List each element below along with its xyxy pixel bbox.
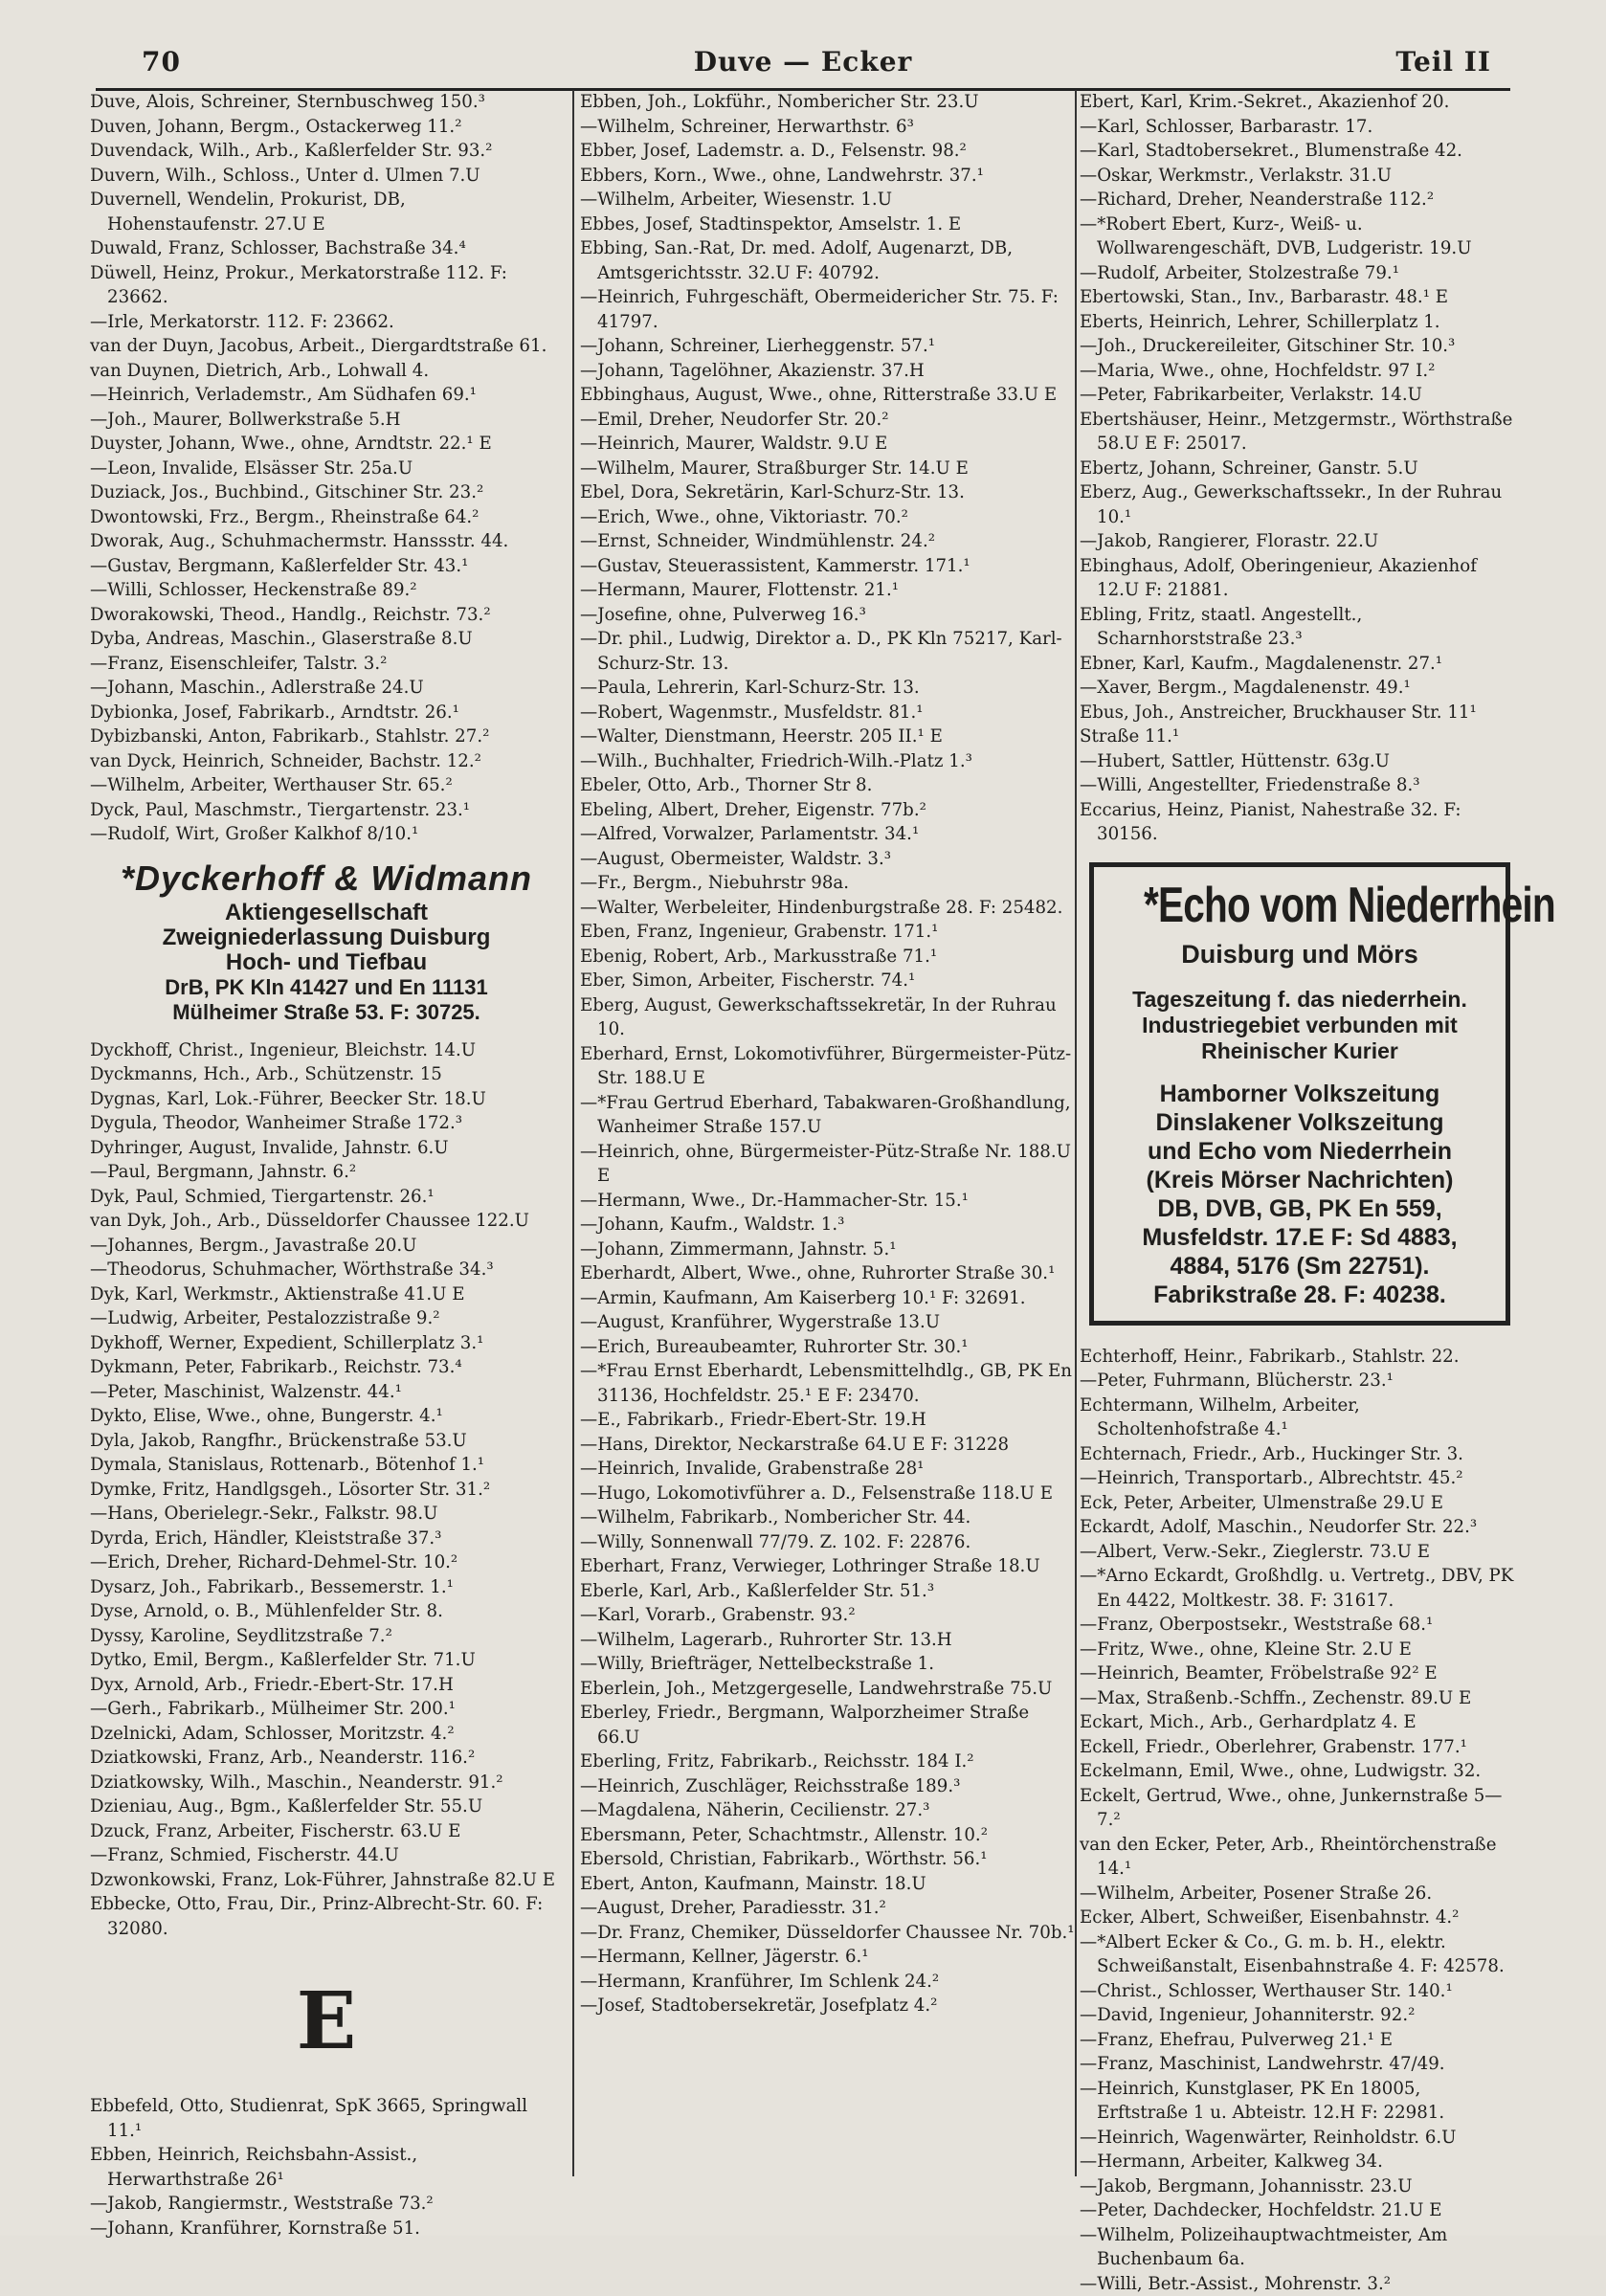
directory-entry: Ebbing, San.-Rat, Dr. med. Adolf, Augenarzt, DB, Amtsgerichtsstr. 32.U F: 40792. bbox=[580, 236, 1076, 285]
directory-entry: —Jakob, Rangiermstr., Weststraße 73.² bbox=[90, 2192, 563, 2217]
directory-entry: —Franz, Oberpostsekr., Weststraße 68.¹ bbox=[1080, 1613, 1516, 1638]
directory-entry: Eberling, Fritz, Fabrikarb., Reichsstr. 184 I.² bbox=[580, 1750, 1076, 1774]
directory-entry: Dyckhoff, Christ., Ingenieur, Bleichstr. 14.U bbox=[90, 1038, 563, 1063]
directory-entry: Dysarz, Joh., Fabrikarb., Bessemerstr. 1.¹ bbox=[90, 1575, 563, 1600]
directory-entry: Eckelt, Gertrud, Wwe., ohne, Junkernstraße 5—7.² bbox=[1080, 1784, 1516, 1833]
directory-entry: —Johann, Maschin., Adlerstraße 24.U bbox=[90, 676, 563, 701]
directory-entry: —Karl, Stadtobersekret., Blumenstraße 42. bbox=[1080, 139, 1516, 164]
column-rule-1 bbox=[572, 90, 574, 2176]
directory-entry: —Richard, Dreher, Neanderstraße 112.² bbox=[1080, 188, 1516, 212]
directory-entry: Dworak, Aug., Schuhmachermstr. Hanssstr. 44. bbox=[90, 529, 563, 554]
directory-entry: Eber, Simon, Arbeiter, Fischerstr. 74.¹ bbox=[580, 969, 1076, 993]
directory-entry: —Armin, Kaufmann, Am Kaiserberg 10.¹ F: 32691. bbox=[580, 1286, 1076, 1311]
directory-entry: Dyssy, Karoline, Seydlitzstraße 7.² bbox=[90, 1624, 563, 1649]
directory-entry: van der Duyn, Jacobus, Arbeit., Diergardtstraße 61. bbox=[90, 334, 563, 359]
column-3-entries-a bbox=[1080, 90, 1516, 847]
directory-entry: —Paul, Bergmann, Jahnstr. 6.² bbox=[90, 1160, 563, 1185]
directory-entry: Eberhard, Ernst, Lokomotivführer, Bürgermeister-Pütz-Str. 188.U E bbox=[580, 1042, 1076, 1091]
column-1 bbox=[90, 90, 563, 2197]
directory-entry: Dzieniau, Aug., Bgm., Kaßlerfelder Str. 55.U bbox=[90, 1794, 563, 1819]
directory-entry: —Hermann, Kranführer, Im Schlenk 24.² bbox=[580, 1970, 1076, 1995]
directory-entry: Ebner, Karl, Kaufm., Magdalenenstr. 27.¹ bbox=[1080, 652, 1516, 677]
directory-entry: Duvernell, Wendelin, Prokurist, DB, Hohenstaufenstr. 27.U E bbox=[90, 188, 563, 236]
directory-entry: —Hermann, Wwe., Dr.-Hammacher-Str. 15.¹ bbox=[580, 1189, 1076, 1214]
directory-entry: Eccarius, Heinz, Pianist, Nahestraße 32. F: 30156. bbox=[1080, 798, 1516, 847]
directory-entry: —Rudolf, Wirt, Großer Kalkhof 8/10.¹ bbox=[90, 822, 563, 847]
directory-entry: —Peter, Fabrikarbeiter, Verlakstr. 14.U bbox=[1080, 383, 1516, 408]
directory-entry: —Albert, Verw.-Sekr., Zieglerstr. 73.U E bbox=[1080, 1540, 1516, 1565]
directory-entry: —Heinrich, Kunstglaser, PK En 18005, Erftstraße 1 u. Abteistr. 12.H F: 22981. bbox=[1080, 2077, 1516, 2126]
ad-line: (Kreis Mörser Nachrichten) bbox=[1100, 1166, 1500, 1194]
directory-entry: Ebertowski, Stan., Inv., Barbarastr. 48.¹ E bbox=[1080, 285, 1516, 310]
directory-entry: —Maria, Wwe., ohne, Hochfeldstr. 97 I.² bbox=[1080, 359, 1516, 384]
directory-entry: Eberlein, Joh., Metzgergeselle, Landwehrstraße 75.U bbox=[580, 1677, 1076, 1702]
directory-entry: —Joh., Druckereileiter, Gitschiner Str. 10.³ bbox=[1080, 334, 1516, 359]
directory-entry: —Heinrich, Fuhrgeschäft, Obermeidericher Str. 75. F: 41797. bbox=[580, 285, 1076, 334]
directory-entry: Eberley, Friedr., Bergmann, Walporzheimer Straße 66.U bbox=[580, 1701, 1076, 1750]
directory-entry: —Heinrich, Zuschläger, Reichsstraße 189.³ bbox=[580, 1774, 1076, 1799]
directory-entry: Ebbes, Josef, Stadtinspektor, Amselstr. 1. E bbox=[580, 212, 1076, 237]
ad-line: und Echo vom Niederrhein bbox=[1100, 1137, 1500, 1166]
ad-newspaper-title: *Echo vom Niederrhein bbox=[1144, 877, 1456, 934]
directory-entry: —Heinrich, Transportarb., Albrechtstr. 45.² bbox=[1080, 1466, 1516, 1491]
ad-line: 4884, 5176 (Sm 22751). bbox=[1100, 1252, 1500, 1281]
directory-entry: Eberle, Karl, Arb., Kaßlerfelder Str. 51.³ bbox=[580, 1579, 1076, 1604]
directory-entry: —Hugo, Lokomotivführer a. D., Felsenstraße 118.U E bbox=[580, 1482, 1076, 1506]
directory-entry: —Dr. Franz, Chemiker, Düsseldorfer Chaussee Nr. 70b.¹ bbox=[580, 1921, 1076, 1946]
directory-entry: —Franz, Schmied, Fischerstr. 44.U bbox=[90, 1843, 563, 1868]
directory-entry: —Hermann, Arbeiter, Kalkweg 34. bbox=[1080, 2150, 1516, 2174]
directory-entry: —Johannes, Bergm., Javastraße 20.U bbox=[90, 1234, 563, 1259]
directory-entry: —Johann, Tagelöhner, Akazienstr. 37.H bbox=[580, 359, 1076, 384]
directory-entry: —Heinrich, ohne, Bürgermeister-Pütz-Straße Nr. 188.U E bbox=[580, 1140, 1076, 1189]
ad-subtitle: Duisburg und Mörs bbox=[1100, 940, 1500, 970]
directory-entry: Ebert, Anton, Kaufmann, Mainstr. 18.U bbox=[580, 1872, 1076, 1897]
ad-company-name: *Dyckerhoff & Widmann bbox=[90, 858, 563, 899]
directory-entry: Ebbinghaus, August, Wwe., ohne, Ritterstraße 33.U E bbox=[580, 383, 1076, 408]
page-number: 70 bbox=[142, 46, 181, 78]
directory-entry: Ebben, Heinrich, Reichsbahn-Assist., Herwarthstraße 26¹ bbox=[90, 2143, 563, 2192]
directory-entry: Eben, Franz, Ingenieur, Grabenstr. 171.¹ bbox=[580, 920, 1076, 945]
directory-entry: —Wilhelm, Arbeiter, Posener Straße 26. bbox=[1080, 1882, 1516, 1906]
directory-entry: —Paula, Lehrerin, Karl-Schurz-Str. 13. bbox=[580, 676, 1076, 701]
directory-entry: —*Frau Ernst Eberhardt, Lebensmittelhdlg., GB, PK En 31136, Hochfeldstr. 25.¹ E F: 23470. bbox=[580, 1359, 1076, 1408]
directory-entry: —*Robert Ebert, Kurz-, Weiß- u. Wollwarengeschäft, DVB, Ludgeristr. 19.U bbox=[1080, 212, 1516, 261]
directory-entry: —Willi, Schlosser, Heckenstraße 89.² bbox=[90, 578, 563, 603]
directory-entry: Echternach, Friedr., Arb., Huckinger Str. 3. bbox=[1080, 1442, 1516, 1467]
column-1-entries-b bbox=[90, 1038, 563, 1942]
directory-entry: —Magdalena, Näherin, Cecilienstr. 27.³ bbox=[580, 1798, 1076, 1823]
directory-entry: Ebeler, Otto, Arb., Thorner Str 8. bbox=[580, 773, 1076, 798]
ad-line: Hamborner Volkszeitung bbox=[1100, 1080, 1500, 1108]
directory-entry: —Theodorus, Schuhmacher, Wörthstraße 34.³ bbox=[90, 1258, 563, 1282]
directory-entry: —Peter, Maschinist, Walzenstr. 44.¹ bbox=[90, 1380, 563, 1405]
directory-entry: —Johann, Kaufm., Waldstr. 1.³ bbox=[580, 1213, 1076, 1237]
directory-entry: —Wilh., Buchhalter, Friedrich-Wilh.-Platz 1.³ bbox=[580, 749, 1076, 774]
directory-entry: Dzelnicki, Adam, Schlosser, Moritzstr. 4.² bbox=[90, 1722, 563, 1747]
directory-entry: —Heinrich, Beamter, Fröbelstraße 92² E bbox=[1080, 1661, 1516, 1686]
ad-line: Rheinischer Kurier bbox=[1100, 1038, 1500, 1064]
directory-entry: Dygnas, Karl, Lok.-Führer, Beecker Str. 18.U bbox=[90, 1087, 563, 1112]
directory-entry: Dybionka, Josef, Fabrikarb., Arndtstr. 26.¹ bbox=[90, 701, 563, 725]
directory-entry: —August, Dreher, Paradiesstr. 31.² bbox=[580, 1896, 1076, 1921]
directory-entry: Duven, Johann, Bergm., Ostackerweg 11.² bbox=[90, 115, 563, 140]
directory-entry: Ebersold, Christian, Fabrikarb., Wörthstr. 56.¹ bbox=[580, 1847, 1076, 1872]
ad-line: Aktiengesellschaft bbox=[90, 901, 563, 925]
directory-entry: —Johann, Zimmermann, Jahnstr. 5.¹ bbox=[580, 1237, 1076, 1262]
directory-entry: —Gerh., Fabrikarb., Mülheimer Str. 200.¹ bbox=[90, 1697, 563, 1722]
directory-entry: —*Frau Gertrud Eberhard, Tabakwaren-Großhandlung, Wanheimer Straße 157.U bbox=[580, 1091, 1076, 1140]
directory-entry: Straße 11.¹ bbox=[1080, 724, 1516, 749]
ad-line: Industriegebiet verbunden mit bbox=[1100, 1013, 1500, 1038]
ad-line: Tageszeitung f. das niederrhein. bbox=[1100, 987, 1500, 1013]
ad-line: Hoch- und Tiefbau bbox=[90, 950, 563, 975]
directory-entry: Ebbecke, Otto, Frau, Dir., Prinz-Albrecht-Str. 60. F: 32080. bbox=[90, 1892, 563, 1941]
directory-entry: —Peter, Fuhrmann, Blücherstr. 23.¹ bbox=[1080, 1369, 1516, 1393]
directory-entry: Dworakowski, Theod., Handlg., Reichstr. 73.² bbox=[90, 603, 563, 628]
directory-entry: —Willy, Sonnenwall 77/79. Z. 102. F: 22876. bbox=[580, 1530, 1076, 1555]
directory-entry: Ebus, Joh., Anstreicher, Bruckhauser Str. 11¹ bbox=[1080, 701, 1516, 725]
directory-entry: Dzuck, Franz, Arbeiter, Fischerstr. 63.U E bbox=[90, 1819, 563, 1844]
page-title: Duve — Ecker bbox=[96, 46, 1510, 78]
directory-entry: —Wilhelm, Arbeiter, Werthauser Str. 65.² bbox=[90, 773, 563, 798]
column-3-entries-b bbox=[1080, 1345, 1516, 2296]
directory-entry: —Emil, Dreher, Neudorfer Str. 20.² bbox=[580, 408, 1076, 433]
directory-entry: —Josef, Stadtobersekretär, Josefplatz 4.² bbox=[580, 1994, 1076, 2018]
directory-entry: Dygula, Theodor, Wanheimer Straße 172.³ bbox=[90, 1111, 563, 1136]
directory-entry: —Fr., Bergm., Niebuhrstr 98a. bbox=[580, 871, 1076, 896]
directory-entry: Dyse, Arnold, o. B., Mühlenfelder Str. 8. bbox=[90, 1599, 563, 1624]
directory-entry: Duziack, Jos., Buchbind., Gitschiner Str. 23.² bbox=[90, 480, 563, 505]
directory-entry: Dyba, Andreas, Maschin., Glaserstraße 8.U bbox=[90, 627, 563, 652]
directory-entry: Dykto, Elise, Wwe., ohne, Bungerstr. 4.¹ bbox=[90, 1404, 563, 1429]
directory-entry: —Walter, Werbeleiter, Hindenburgstraße 28. F: 25482. bbox=[580, 896, 1076, 921]
directory-entry: —Wilhelm, Maurer, Straßburger Str. 14.U E bbox=[580, 457, 1076, 481]
ad-line: DB, DVB, GB, PK En 559, bbox=[1100, 1194, 1500, 1223]
directory-entry: —Franz, Eisenschleifer, Talstr. 3.² bbox=[90, 652, 563, 677]
directory-entry: Eckart, Mich., Arb., Gerhardplatz 4. E bbox=[1080, 1710, 1516, 1735]
directory-entry: Dyk, Karl, Werkmstr., Aktienstraße 41.U E bbox=[90, 1282, 563, 1307]
directory-entry: —Erich, Dreher, Richard-Dehmel-Str. 10.² bbox=[90, 1550, 563, 1575]
ad-line: Zweigniederlassung Duisburg bbox=[90, 925, 563, 950]
directory-entry: Eckardt, Adolf, Maschin., Neudorfer Str. 22.³ bbox=[1080, 1515, 1516, 1540]
column-1-entries-a bbox=[90, 90, 563, 847]
directory-entry: —Jakob, Bergmann, Johannisstr. 23.U bbox=[1080, 2174, 1516, 2199]
directory-entry: —Wilhelm, Fabrikarb., Nombericher Str. 44. bbox=[580, 1505, 1076, 1530]
directory-entry: Eckelmann, Emil, Wwe., ohne, Ludwigstr. 32. bbox=[1080, 1759, 1516, 1784]
directory-entry: Ebben, Joh., Lokführ., Nombericher Str. 23.U bbox=[580, 90, 1076, 115]
directory-entry: Dytko, Emil, Bergm., Kaßlerfelder Str. 71.U bbox=[90, 1648, 563, 1673]
directory-entry: Duwald, Franz, Schlosser, Bachstraße 34.⁴ bbox=[90, 236, 563, 261]
directory-entry: —Rudolf, Arbeiter, Stolzestraße 79.¹ bbox=[1080, 261, 1516, 286]
directory-entry: Dymke, Fritz, Handlgsgeh., Lösorter Str. 31.² bbox=[90, 1478, 563, 1503]
directory-entry: —Gustav, Steuerassistent, Kammerstr. 171.¹ bbox=[580, 554, 1076, 579]
column-2 bbox=[580, 90, 1076, 2197]
directory-entry: van Dyck, Heinrich, Schneider, Bachstr. 12.² bbox=[90, 749, 563, 774]
directory-entry: —Willi, Angestellter, Friedenstraße 8.³ bbox=[1080, 773, 1516, 798]
directory-entry: Dyhringer, August, Invalide, Jahnstr. 6.U bbox=[90, 1136, 563, 1161]
ad-line: Mülheimer Straße 53. F: 30725. bbox=[90, 1000, 563, 1025]
directory-entry: Dyla, Jakob, Rangfhr., Brückenstraße 53.U bbox=[90, 1429, 563, 1454]
part-label: Teil II bbox=[1395, 46, 1491, 78]
column-1-entries-c bbox=[90, 2094, 563, 2240]
directory-entry: Dybizbanski, Anton, Fabrikarb., Stahlstr. 27.² bbox=[90, 724, 563, 749]
directory-entry: —Robert, Wagenmstr., Musfeldstr. 81.¹ bbox=[580, 701, 1076, 725]
directory-entry: —Willi, Betr.-Assist., Mohrenstr. 3.² bbox=[1080, 2272, 1516, 2296]
directory-entry: Echterhoff, Heinr., Fabrikarb., Stahlstr. 22. bbox=[1080, 1345, 1516, 1370]
directory-entry: —Hubert, Sattler, Hüttenstr. 63g.U bbox=[1080, 749, 1516, 774]
directory-entry: —*Arno Eckardt, Großhdlg. u. Vertretg., DBV, PK En 4422, Moltkestr. 38. F: 31617. bbox=[1080, 1564, 1516, 1613]
directory-entry: Ebert, Karl, Krim.-Sekret., Akazienhof 20. bbox=[1080, 90, 1516, 115]
directory-entry: —Dr. phil., Ludwig, Direktor a. D., PK Kln 75217, Karl-Schurz-Str. 13. bbox=[580, 627, 1076, 676]
directory-entry: —Johann, Schreiner, Lierheggenstr. 57.¹ bbox=[580, 334, 1076, 359]
page-header bbox=[96, 44, 1510, 91]
directory-entry: Dymala, Stanislaus, Rottenarb., Bötenhof 1.¹ bbox=[90, 1453, 563, 1478]
directory-entry: Echtermann, Wilhelm, Arbeiter, Scholtenhofstraße 4.¹ bbox=[1080, 1393, 1516, 1442]
directory-entry: Dykhoff, Werner, Expedient, Schillerplatz 3.¹ bbox=[90, 1331, 563, 1356]
directory-entry: Dyrda, Erich, Händler, Kleiststraße 37.³ bbox=[90, 1527, 563, 1551]
directory-entry: —Heinrich, Wagenwärter, Reinholdstr. 6.U bbox=[1080, 2126, 1516, 2151]
directory-entry: Dzwonkowski, Franz, Lok-Führer, Jahnstraße 82.U E bbox=[90, 1868, 563, 1893]
directory-entry: —Walter, Dienstmann, Heerstr. 205 II.¹ E bbox=[580, 724, 1076, 749]
directory-entry: —August, Obermeister, Waldstr. 3.³ bbox=[580, 847, 1076, 872]
directory-entry: —Karl, Vorarb., Grabenstr. 93.² bbox=[580, 1603, 1076, 1628]
directory-entry: Dziatkowski, Franz, Arb., Neanderstr. 116.² bbox=[90, 1746, 563, 1771]
ad-line: Fabrikstraße 28. F: 40238. bbox=[1100, 1281, 1500, 1309]
directory-entry: —Oskar, Werkmstr., Verlakstr. 31.U bbox=[1080, 164, 1516, 189]
section-letter: E bbox=[90, 1975, 563, 2067]
echo-advertisement bbox=[1089, 862, 1510, 1326]
directory-entry: Ecker, Albert, Schweißer, Eisenbahnstr. 4.² bbox=[1080, 1906, 1516, 1930]
directory-entry: Eckell, Friedr., Oberlehrer, Grabenstr. 177.¹ bbox=[1080, 1735, 1516, 1760]
directory-entry: Eberhart, Franz, Verwieger, Lothringer Straße 18.U bbox=[580, 1554, 1076, 1579]
ad-line: Musfeldstr. 17.E F: Sd 4883, bbox=[1100, 1223, 1500, 1252]
directory-entry: —Gustav, Bergmann, Kaßlerfelder Str. 43.¹ bbox=[90, 554, 563, 579]
directory-entry: —David, Ingenieur, Johanniterstr. 92.² bbox=[1080, 2003, 1516, 2028]
directory-entry: —Leon, Invalide, Elsässer Str. 25a.U bbox=[90, 457, 563, 481]
directory-entry: —Hermann, Kellner, Jägerstr. 6.¹ bbox=[580, 1945, 1076, 1970]
directory-entry: van den Ecker, Peter, Arb., Rheintörchenstraße 14.¹ bbox=[1080, 1833, 1516, 1882]
dyckerhoff-advertisement bbox=[90, 858, 563, 1025]
directory-entry: —Karl, Schlosser, Barbarastr. 17. bbox=[1080, 115, 1516, 140]
directory-entry: —Johann, Kranführer, Kornstraße 51. bbox=[90, 2217, 563, 2241]
column-3 bbox=[1080, 90, 1516, 2197]
directory-entry: Ebel, Dora, Sekretärin, Karl-Schurz-Str. 13. bbox=[580, 480, 1076, 505]
directory-entry: —Heinrich, Maurer, Waldstr. 9.U E bbox=[580, 432, 1076, 457]
directory-entry: —Hermann, Maurer, Flottenstr. 21.¹ bbox=[580, 578, 1076, 603]
directory-entry: Duvendack, Wilh., Arb., Kaßlerfelder Str. 93.² bbox=[90, 139, 563, 164]
directory-entry: —*Albert Ecker & Co., G. m. b. H., elektr. Schweißanstalt, Eisenbahnstraße 4. F: 42578. bbox=[1080, 1930, 1516, 1979]
directory-entry: Eberz, Aug., Gewerkschaftssekr., In der Ruhrau 10.¹ bbox=[1080, 480, 1516, 529]
directory-entry: —Erich, Wwe., ohne, Viktoriastr. 70.² bbox=[580, 505, 1076, 530]
directory-entry: —Irle, Merkatorstr. 112. F: 23662. bbox=[90, 310, 563, 335]
directory-entry: Dyck, Paul, Maschmstr., Tiergartenstr. 23.¹ bbox=[90, 798, 563, 823]
directory-entry: Ebersmann, Peter, Schachtmstr., Allenstr. 10.² bbox=[580, 1823, 1076, 1848]
directory-entry: —Christ., Schlosser, Werthauser Str. 140.¹ bbox=[1080, 1979, 1516, 2004]
directory-entry: —Franz, Ehefrau, Pulverweg 21.¹ E bbox=[1080, 2028, 1516, 2053]
directory-entry: —E., Fabrikarb., Friedr-Ebert-Str. 19.H bbox=[580, 1408, 1076, 1433]
directory-entry: Eberg, August, Gewerkschaftssekretär, In der Ruhrau 10. bbox=[580, 993, 1076, 1042]
directory-entry: —Willy, Briefträger, Nettelbeckstraße 1. bbox=[580, 1652, 1076, 1677]
directory-entry: —Wilhelm, Lagerarb., Ruhrorter Str. 13.H bbox=[580, 1628, 1076, 1653]
directory-entry: Eberhardt, Albert, Wwe., ohne, Ruhrorter Straße 30.¹ bbox=[580, 1261, 1076, 1286]
directory-entry: Ebber, Josef, Lademstr. a. D., Felsenstr. 98.² bbox=[580, 139, 1076, 164]
directory-entry: —Wilhelm, Polizeihauptwachtmeister, Am Buchenbaum 6a. bbox=[1080, 2223, 1516, 2272]
ad-line: Dinslakener Volkszeitung bbox=[1100, 1108, 1500, 1137]
directory-entry: Ebertshäuser, Heinr., Metzgermstr., Wörthstraße 58.U E F: 25017. bbox=[1080, 408, 1516, 457]
directory-entry: —Hans, Direktor, Neckarstraße 64.U E F: 31228 bbox=[580, 1433, 1076, 1458]
directory-entry: Dyckmanns, Hch., Arb., Schützenstr. 15 bbox=[90, 1062, 563, 1087]
directory-entry: —Hans, Oberielegr.-Sekr., Falkstr. 98.U bbox=[90, 1502, 563, 1527]
directory-entry: Duve, Alois, Schreiner, Sternbuschweg 150.³ bbox=[90, 90, 563, 115]
directory-entry: —Peter, Dachdecker, Hochfeldstr. 21.U E bbox=[1080, 2198, 1516, 2223]
directory-entry: Eck, Peter, Arbeiter, Ulmenstraße 29.U E bbox=[1080, 1491, 1516, 1516]
directory-entry: Eberts, Heinrich, Lehrer, Schillerplatz 1. bbox=[1080, 310, 1516, 335]
directory-entry: Ebling, Fritz, staatl. Angestellt., Scharnhorststraße 23.³ bbox=[1080, 603, 1516, 652]
directory-entry: Düwell, Heinz, Prokur., Merkatorstraße 112. F: 23662. bbox=[90, 261, 563, 310]
directory-entry: Ebbers, Korn., Wwe., ohne, Landwehrstr. 37.¹ bbox=[580, 164, 1076, 189]
directory-entry: —Wilhelm, Schreiner, Herwarthstr. 6³ bbox=[580, 115, 1076, 140]
directory-entry: —Ernst, Schneider, Windmühlenstr. 24.² bbox=[580, 529, 1076, 554]
directory-entry: Dwontowski, Frz., Bergm., Rheinstraße 64.² bbox=[90, 505, 563, 530]
directory-entry: Dykmann, Peter, Fabrikarb., Reichstr. 73.⁴ bbox=[90, 1355, 563, 1380]
directory-entry: —Heinrich, Invalide, Grabenstraße 28¹ bbox=[580, 1457, 1076, 1482]
directory-entry: —Franz, Maschinist, Landwehrstr. 47/49. bbox=[1080, 2052, 1516, 2077]
directory-entry: Ebertz, Johann, Schreiner, Ganstr. 5.U bbox=[1080, 457, 1516, 481]
directory-entry: Duyster, Johann, Wwe., ohne, Arndtstr. 22.¹ E bbox=[90, 432, 563, 457]
directory-entry: Duvern, Wilh., Schloss., Unter d. Ulmen 7.U bbox=[90, 164, 563, 189]
directory-entry: —Fritz, Wwe., ohne, Kleine Str. 2.U E bbox=[1080, 1638, 1516, 1662]
directory-entry: —Joh., Maurer, Bollwerkstraße 5.H bbox=[90, 408, 563, 433]
directory-entry: —Wilhelm, Arbeiter, Wiesenstr. 1.U bbox=[580, 188, 1076, 212]
directory-entry: —Josefine, ohne, Pulverweg 16.³ bbox=[580, 603, 1076, 628]
directory-entry: —Erich, Bureaubeamter, Ruhrorter Str. 30.¹ bbox=[580, 1335, 1076, 1360]
directory-entry: —Jakob, Rangierer, Florastr. 22.U bbox=[1080, 529, 1516, 554]
directory-entry: —Heinrich, Verlademstr., Am Südhafen 69.¹ bbox=[90, 383, 563, 408]
directory-entry: —Ludwig, Arbeiter, Pestalozzistraße 9.² bbox=[90, 1306, 563, 1331]
directory-entry: van Dyk, Joh., Arb., Düsseldorfer Chaussee 122.U bbox=[90, 1209, 563, 1234]
directory-entry: Ebinghaus, Adolf, Oberingenieur, Akazienhof 12.U F: 21881. bbox=[1080, 554, 1516, 603]
directory-entry: —August, Kranführer, Wygerstraße 13.U bbox=[580, 1310, 1076, 1335]
directory-entry: Ebbefeld, Otto, Studienrat, SpK 3665, Springwall 11.¹ bbox=[90, 2094, 563, 2143]
directory-entry: Ebeling, Albert, Dreher, Eigenstr. 77b.² bbox=[580, 798, 1076, 823]
directory-entry: Dziatkowsky, Wilh., Maschin., Neanderstr. 91.² bbox=[90, 1771, 563, 1795]
directory-entry: van Duynen, Dietrich, Arb., Lohwall 4. bbox=[90, 359, 563, 384]
directory-entry: —Max, Straßenb.-Schffn., Zechenstr. 89.U E bbox=[1080, 1686, 1516, 1711]
directory-entry: Ebenig, Robert, Arb., Markusstraße 71.¹ bbox=[580, 945, 1076, 970]
directory-entry: —Alfred, Vorwalzer, Parlamentstr. 34.¹ bbox=[580, 822, 1076, 847]
directory-entry: Dyx, Arnold, Arb., Friedr.-Ebert-Str. 17.H bbox=[90, 1673, 563, 1698]
directory-entry: —Xaver, Bergm., Magdalenenstr. 49.¹ bbox=[1080, 676, 1516, 701]
directory-entry: Dyk, Paul, Schmied, Tiergartenstr. 26.¹ bbox=[90, 1185, 563, 1210]
ad-line: DrB, PK Kln 41427 und En 11131 bbox=[90, 975, 563, 1000]
